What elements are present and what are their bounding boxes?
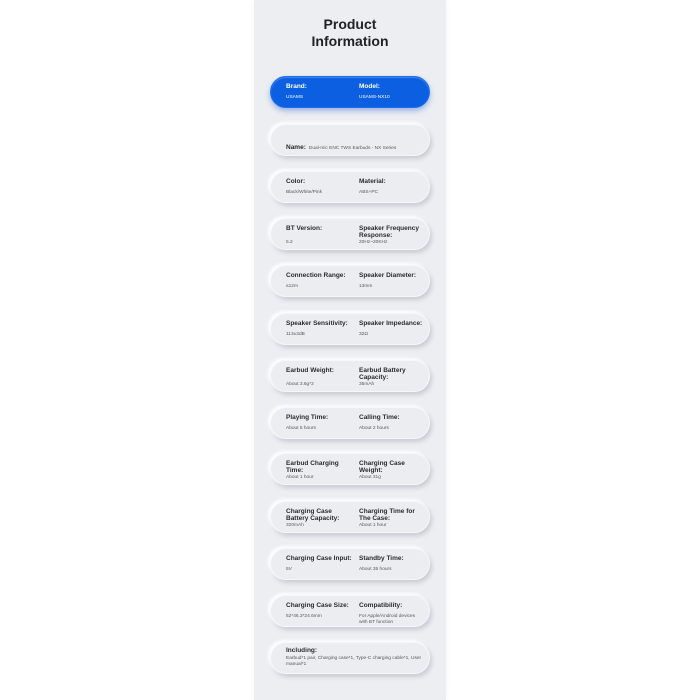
spec-label: Charging Case Battery Capacity: [286,508,340,522]
spec-value: About 1 hour [286,475,314,480]
spec-card-playing-calling [270,407,430,439]
spec-value: USAMS-NX10 [359,95,390,100]
spec-label: Charging Time for The Case: [359,508,415,522]
spec-label: Connection Range: [286,272,346,279]
spec-card-sensitivity-impedance [270,313,430,345]
product-info-sheet [254,0,446,700]
spec-label: Model: [359,83,380,90]
spec-label: Color: [286,178,306,185]
spec-value: About 5 hours [286,426,316,431]
spec-card-charging-time-case-weight [270,453,430,485]
spec-value: For Apple/Android devices with BT function [359,614,415,625]
spec-value: ≤12m [286,284,298,289]
spec-value: Earbud*1 pair, Charging case*1, Type-C charging cable*1, User manual*1 [286,656,422,667]
spec-label: Brand: [286,83,307,90]
spec-label: Material: [359,178,386,185]
spec-label: Earbud Charging Time: [286,460,339,474]
spec-value: About 31g [359,475,381,480]
spec-card-including [270,642,430,674]
spec-label: Speaker Frequency Response: [359,225,419,239]
spec-label: Speaker Diameter: [359,272,417,279]
spec-label: Playing Time: [286,414,329,421]
spec-label: Including: [286,647,318,654]
title-line-1: Product [323,16,377,32]
spec-value: 35mAh [359,382,375,387]
page-title [254,16,446,50]
spec-value: 320mAh [286,523,304,528]
spec-value: 20Hz~20KHz [359,240,388,245]
spec-label: Speaker Impedance: [359,320,423,327]
spec-label: Charging Case Size: [286,602,349,609]
spec-card-case-capacity-charge-time [270,501,430,533]
spec-card-size-compatibility [270,595,430,627]
title-line-2: Information [311,33,389,49]
spec-value: Dual-mic ENC TWS Earbuds - NX Series [308,146,397,151]
spec-card-input-standby [270,548,430,580]
spec-value: USAMS [286,95,304,100]
spec-value: 32Ω [359,332,368,337]
spec-value: About 2 hours [359,426,389,431]
spec-value: About 3.6g*2 [286,382,314,387]
spec-label: Earbud Weight: [286,367,334,374]
spec-value: 5V [286,567,292,572]
spec-card-bt-frequency [270,218,430,250]
spec-label: BT Version: [286,225,323,232]
spec-value: 113±3dB [286,332,305,337]
spec-label: Charging Case Input: [286,555,352,562]
spec-value: About 1 hour [359,523,387,528]
spec-label: Standby Time: [359,555,404,562]
spec-value: 13mm [359,284,373,289]
spec-value: 5.2 [286,240,293,245]
spec-card-name [270,124,430,156]
spec-value: ABS+PC [359,190,379,195]
spec-card-brand-model [270,76,430,108]
spec-label: Charging Case Weight: [359,460,405,474]
spec-card-color-material [270,171,430,203]
spec-value: Black/White/Pink [286,190,322,195]
spec-value: 52*46.3*24.6mm [286,614,322,619]
spec-label: Earbud Battery Capacity: [359,367,406,381]
spec-label: Calling Time: [359,414,400,421]
spec-card-range-diameter [270,265,430,297]
spec-label: Name: [286,144,306,151]
spec-label: Speaker Sensitivity: [286,320,348,327]
spec-value: About 35 hours [359,567,392,572]
spec-card-weight-battery [270,360,430,392]
spec-label: Compatibility: [359,602,403,609]
